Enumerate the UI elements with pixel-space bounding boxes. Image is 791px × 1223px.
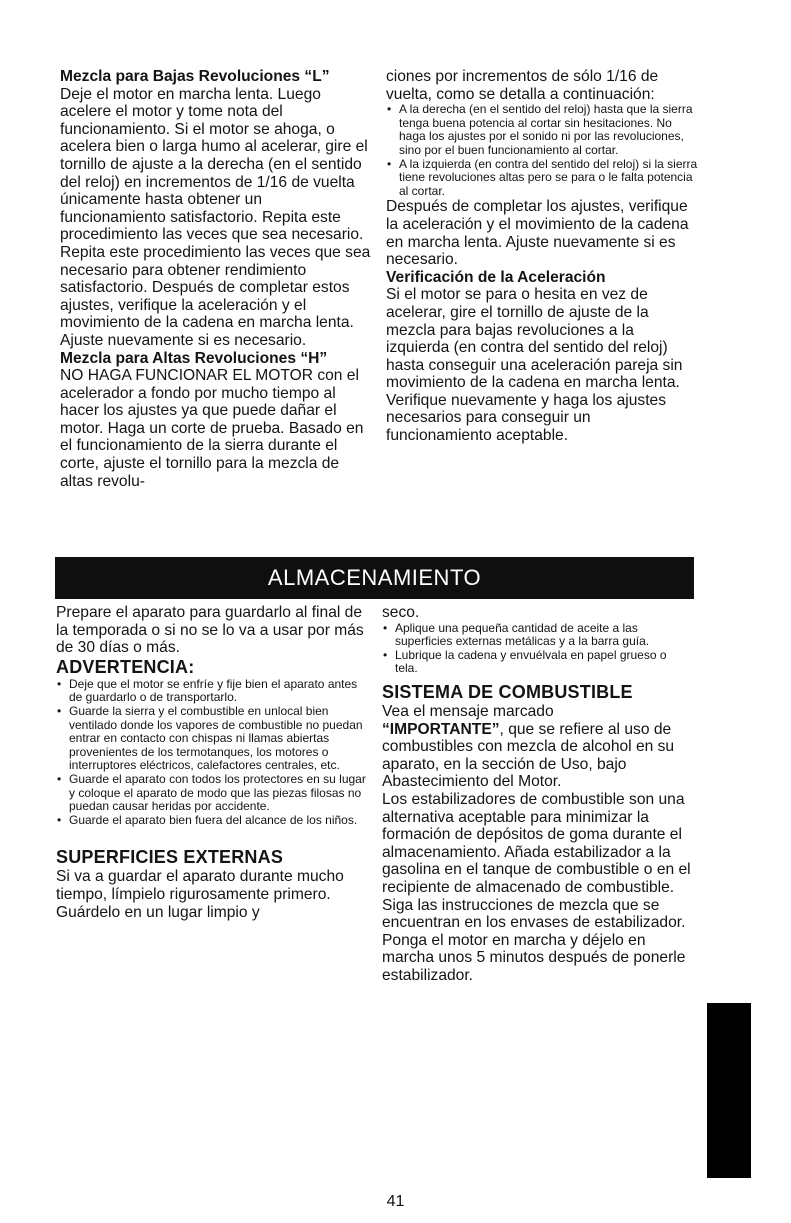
high-speed-continuation-text: ciones por incrementos de sólo 1/16 de vuelta, como se detalla a continuación: xyxy=(386,68,659,103)
external-surfaces-continuation: seco. xyxy=(382,604,420,621)
list-item: • Aplique una pequeña cantidad de aceite a las superficies externas metálicas y a la barra guía. xyxy=(382,622,692,649)
warning-bullet-list xyxy=(56,678,368,828)
list-item: • A la izquierda (en contra del sentido del reloj) si la sierra tiene revoluciones altas pero se para o le falta potencia al cortar. xyxy=(386,158,700,199)
low-speed-mixture-text: Deje el motor en marcha lenta. Luego acelere el motor y tome nota del funcionamiento. Si el motor se ahoga, o acelera bien o larga humo al acelerar, gire el tornillo de ajuste a la derecha (en el sentido del reloj) en incrementos de 1/16 de vuelta únicamente hasta obtener un funcionamiento satisfactorio. Repita este procedimiento las veces que sea necesario. Repita este procedimiento las veces que sea necesario para obtener rendimiento satisfactorio. Después de completar estos ajustes, verifique la aceleración y el movimiento de la cadena en marcha lenta. Ajuste nuevamente si es necesario. xyxy=(60,85,371,349)
list-item: • Guarde el aparato con todos los protectores en su lugar y coloque el aparato de modo que las piezas filosas no puedan causar heridas por accidente. xyxy=(56,773,368,814)
fuel-text-part-2: , que se refiere al uso de combustibles con mezcla de alcohol en su aparato, en la sección de Uso, bajo Abastecimiento del Motor. xyxy=(382,720,675,791)
fuel-text-part-1: Vea el mensaje marcado xyxy=(382,702,554,720)
bottom-right-column xyxy=(382,604,692,984)
list-item: • A la derecha (en el sentido del reloj) hasta que la sierra tenga buena potencia al cortar sin hesitaciones. No haga los ajustes por el sonido ni por las revoluciones, sino por el buen funcionamiento al cortar. xyxy=(386,103,700,157)
storage-intro-text: Prepare el aparato para guardarlo al final de la temporada o si no se lo va a usar por más de 30 días o más. xyxy=(56,604,364,657)
list-item: • Lubrique la cadena y envuélvala en papel grueso o tela. xyxy=(382,649,692,676)
fuel-system-text xyxy=(382,703,692,791)
low-speed-mixture-heading: Mezcla para Bajas Revoluciones “L” xyxy=(60,68,330,85)
surfaces-bullet-list xyxy=(382,622,692,676)
page-number: 41 xyxy=(386,1193,405,1210)
external-surfaces-text: Si va a guardar el aparato durante mucho tiempo, límpielo rigurosamente primero. Guárdelo en un lugar limpio y xyxy=(56,868,344,921)
storage-section-banner: ALMACENAMIENTO xyxy=(55,557,694,599)
top-left-column xyxy=(60,68,372,490)
important-label: “IMPORTANTE” xyxy=(382,720,500,738)
acceleration-check-heading: Verificación de la Aceleración xyxy=(386,268,606,286)
adjustment-bullet-list xyxy=(386,103,700,198)
top-right-column xyxy=(386,68,700,445)
external-surfaces-heading: SUPERFICIES EXTERNAS xyxy=(56,847,284,868)
after-adjustment-text: Después de completar los ajustes, verifique la aceleración y el movimiento de la cadena en marcha lenta. Ajuste nuevamente si es necesario. xyxy=(386,198,689,269)
bottom-left-column xyxy=(56,604,368,921)
list-item: • Guarde el aparato bien fuera del alcance de los niños. xyxy=(56,814,368,828)
section-edge-tab xyxy=(707,1003,751,1178)
warning-heading: ADVERTENCIA: xyxy=(56,656,195,677)
stabilizer-text: Los estabilizadores de combustible son una alternativa aceptable para minimizar la formación de depósitos de goma durante el almacenamiento. Añada estabilizador a la gasolina en el tanque de combustible o en el recipiente de almacenado de combustible. Siga las instrucciones de mezcla que se encuentran en los envases de estabilizador. Ponga el motor en marcha y déjelo en marcha unos 5 minutos después de ponerle estabilizador. xyxy=(382,790,691,984)
acceleration-check-text: Si el motor se para o hesita en vez de acelerar, gire el tornillo de ajuste de la mezcla para bajas revoluciones a la izquierda (en contra del sentido del reloj) hasta conseguir una aceleración pareja sin movimiento de la cadena en marcha lenta. Verifique nuevamente y haga los ajustes necesarios para conseguir un funcionamiento aceptable. xyxy=(386,286,683,445)
fuel-system-heading: SISTEMA DE COMBUSTIBLE xyxy=(382,681,633,702)
list-item: • Deje que el motor se enfríe y fije bien el aparato antes de guardarlo o de transportarlo. xyxy=(56,678,368,705)
list-item: • Guarde la sierra y el combustible en unlocal bien ventilado donde los vapores de combustible no puedan entrar en contacto con chispas ni llamas abiertas provenientes de los termotanques, los motores o interruptores eléctricos, calefactores centrales, etc. xyxy=(56,705,368,773)
high-speed-mixture-text: NO HAGA FUNCIONAR EL MOTOR con el acelerador a fondo por mucho tiempo al hacer los ajustes ya que puede dañar el motor. Haga un corte de prueba. Basado en el funcionamiento de la sierra durante el corte, ajuste el tornillo para la mezcla de altas revolu- xyxy=(60,367,364,490)
high-speed-mixture-heading: Mezcla para Altas Revoluciones “H” xyxy=(60,349,328,367)
